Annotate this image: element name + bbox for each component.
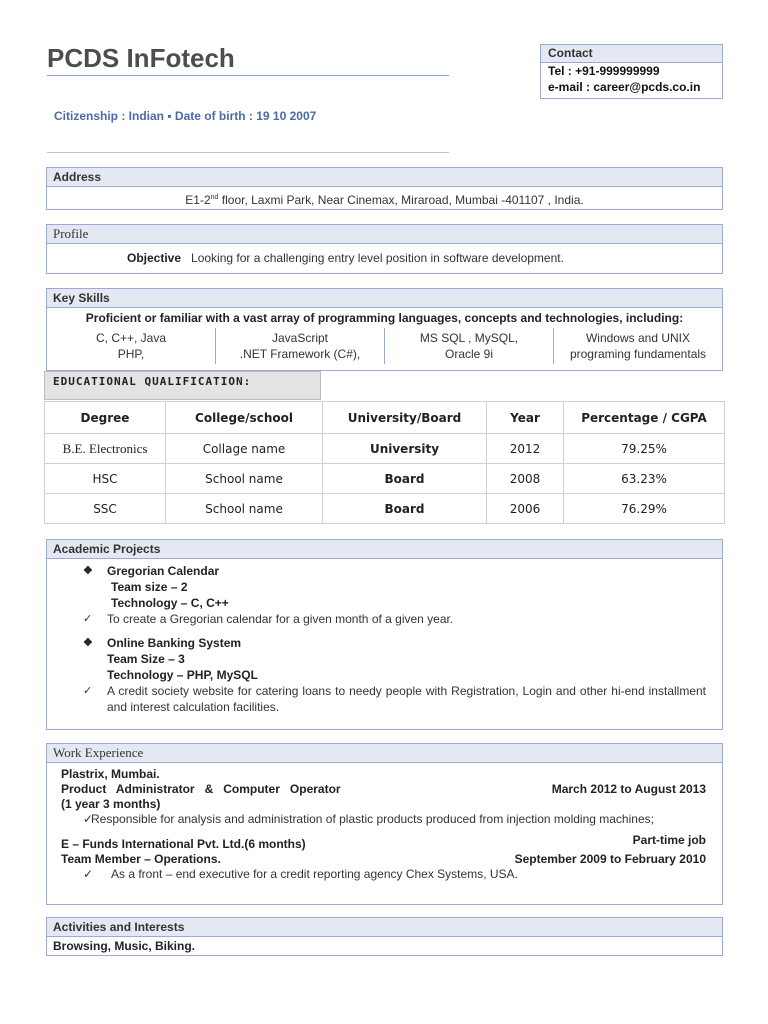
address-part: floor, Laxmi Park, Near Cinemax, Miraroad, Mumbai -401107 , India. [218,193,584,207]
education-header-row [45,402,725,434]
university-cell: Board [323,464,487,494]
diamond-bullet-icon: ❖ [83,565,93,577]
project-desc [47,683,722,715]
project-team: Team Size – 3 [107,652,185,666]
skills-section [46,288,723,371]
education-title: EDUCATIONAL QUALIFICATION: [44,371,321,400]
skill-column [47,328,215,364]
job1-company: Plastrix, Mumbai. [61,767,160,781]
project-desc-text: A credit society website for catering loans to needy people with Registration, Login and other hi-end installment and interest calculation facilities. [107,684,706,714]
checkmark-icon: ✓ [83,685,93,697]
project-team: Team size – 2 [111,580,188,594]
job1-role-row [61,782,706,797]
table-row [45,494,725,524]
address-sup: nd [210,194,219,201]
job1-desc [61,812,706,827]
job2-type: Part-time job [632,833,706,847]
col-year: Year [487,402,564,434]
college-cell: School name [166,464,323,494]
col-percentage: Percentage / CGPA [564,402,725,434]
degree-cell: SSC [45,494,166,524]
diamond-bullet-icon: ❖ [83,637,93,649]
profile-section [46,224,723,274]
college-cell: School name [166,494,323,524]
contact-email[interactable]: e-mail : career@pcds.co.in [548,80,701,94]
year-cell: 2006 [487,494,564,524]
skill-item: C, C++, Java [95,331,167,345]
skill-item: JavaScript [271,331,329,345]
checkmark-icon: ✓ [83,613,93,625]
percentage-cell: 76.29% [564,494,725,524]
skill-item: PHP, [117,347,145,361]
degree-cell: HSC [45,464,166,494]
address-section [46,167,723,210]
activities-section [46,917,723,956]
job2-desc [61,867,706,882]
checkmark-icon: ✓ [83,867,94,881]
citizenship-divider [47,152,449,153]
project-desc [47,611,722,627]
project-name [47,563,722,579]
job1-duration: (1 year 3 months) [61,797,161,811]
address-title: Address [47,168,722,187]
work-list [47,763,722,886]
education-table [44,401,725,524]
degree-cell: B.E. Electronics [45,434,166,464]
year-cell: 2008 [487,464,564,494]
project-tech: Technology – PHP, MySQL [107,668,258,682]
address-part: E1-2 [185,193,211,207]
candidate-name: PCDS InFotech [47,43,235,73]
col-college: College/school [166,402,323,434]
projects-list [47,559,722,721]
percentage-cell: 79.25% [564,434,725,464]
activities-text: Browsing, Music, Biking. [53,939,196,953]
objective-text: Looking for a challenging entry level position in software development. [191,251,564,265]
contact-box [540,44,723,99]
job1-period: March 2012 to August 2013 [551,782,706,796]
job2-period: September 2009 to February 2010 [514,852,706,866]
year-cell: 2012 [487,434,564,464]
profile-title: Profile [47,225,722,244]
name-divider [47,75,449,76]
skills-title: Key Skills [47,289,722,308]
work-title: Work Experience [47,744,722,763]
objective-label: Objective [127,251,182,265]
col-university: University/Board [323,402,487,434]
checkmark-icon: ✓ [83,812,94,826]
address-line [47,187,722,211]
job2-desc-text: As a front – end executive for a credit reporting agency Chex Systems, USA. [111,867,518,881]
percentage-cell: 63.23% [564,464,725,494]
skills-intro: Proficient or familiar with a vast array of programming languages, concepts and technologies, including: [85,311,684,325]
job2-role-row [61,852,706,867]
project-tech: Technology – C, C++ [111,596,229,610]
job1-desc-text: Responsible for analysis and administration of plastic products produced from injection molding machines; [91,812,654,826]
project-name-text: Online Banking System [107,636,242,650]
skill-column [553,328,722,364]
skill-item: MS SQL , MySQL, [419,331,519,345]
contact-tel: Tel : +91-999999999 [548,64,660,78]
objective-line [47,244,722,272]
skill-item: Windows and UNIX [585,331,691,345]
citizenship-line: Citizenship : Indian ▪ Date of birth : 19 10 2007 [54,109,317,123]
project-desc-text: To create a Gregorian calendar for a given month of a given year. [107,612,454,626]
skill-item: Oracle 9i [444,347,494,361]
skill-column [384,328,553,364]
university-cell: University [323,434,487,464]
activities-title: Activities and Interests [47,918,722,937]
skill-column [215,328,384,364]
projects-section [46,539,723,730]
col-degree: Degree [45,402,166,434]
skills-grid [47,328,722,364]
work-section [46,743,723,905]
skill-item: programing fundamentals [569,347,707,361]
job2-company-row [61,833,706,852]
university-cell: Board [323,494,487,524]
job1-role: Product Administrator & Computer Operator [61,782,341,796]
skill-item: .NET Framework (C#), [239,347,361,361]
job2-company: E – Funds International Pvt. Ltd.(6 months) [61,837,306,851]
project-name-text: Gregorian Calendar [107,564,220,578]
project-name [47,635,722,651]
job2-role: Team Member – Operations. [61,852,221,866]
projects-title: Academic Projects [47,540,722,559]
table-row [45,464,725,494]
college-cell: Collage name [166,434,323,464]
contact-title: Contact [541,45,722,63]
table-row [45,434,725,464]
